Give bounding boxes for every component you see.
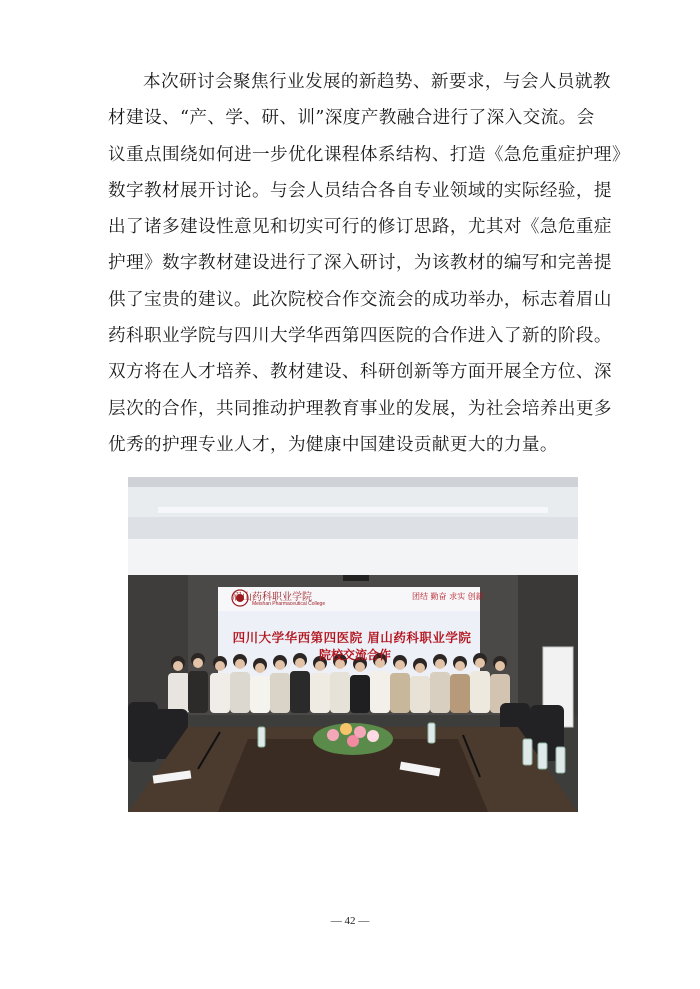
paragraph-line: 材建设、“产、学、研、训”深度产教融合进行了深入交流。会 (108, 108, 595, 129)
banner-motto: 团结 勤奋 求实 创新 (412, 592, 484, 601)
paragraph-line: 供了宝贵的建议。此次院校合作交流会的成功举办，标志着眉山 (108, 289, 612, 310)
banner-logo-english: Meishan Pharmaceutical College (252, 601, 326, 607)
banner-title: 四川大学华西第四医院 眉山药科职业学院 (232, 630, 472, 645)
paragraph-line: 优秀的护理专业人才，为健康中国建设贡献更大的力量。 (108, 434, 558, 455)
banner-subtitle: 院校交流合作 (318, 648, 391, 662)
paragraph-line: 双方将在人才培养、教材建设、科研创新等方面开展全方位、深 (108, 362, 612, 383)
paragraph-line: 议重点围绕如何进一步优化课程体系结构、打造《急危重症护理》 (108, 144, 630, 165)
paragraph-line: 层次的合作，共同推动护理教育事业的发展，为社会培养出更多 (108, 398, 612, 419)
paragraph-line: 本次研讨会聚焦行业发展的新趋势、新要求，与会人员就教 (143, 72, 611, 92)
paragraph-line: 护理》数字教材建设进行了深入研讨，为该教材的编写和完善提 (108, 253, 612, 274)
paragraph-line: 数字教材展开讨论。与会人员结合各自专业领域的实际经验，提 (108, 180, 612, 201)
banner-logo-text: 眉山药科职业学院 (232, 592, 312, 603)
page-number: — 42 — (330, 915, 370, 927)
paragraph-line: 出了诸多建设性意见和切实可行的修订思路，尤其对《急危重症 (108, 217, 612, 238)
paragraph-line: 药科职业学院与四川大学华西第四医院的合作进入了新的阶段。 (108, 326, 612, 347)
article-paragraph (108, 64, 630, 463)
